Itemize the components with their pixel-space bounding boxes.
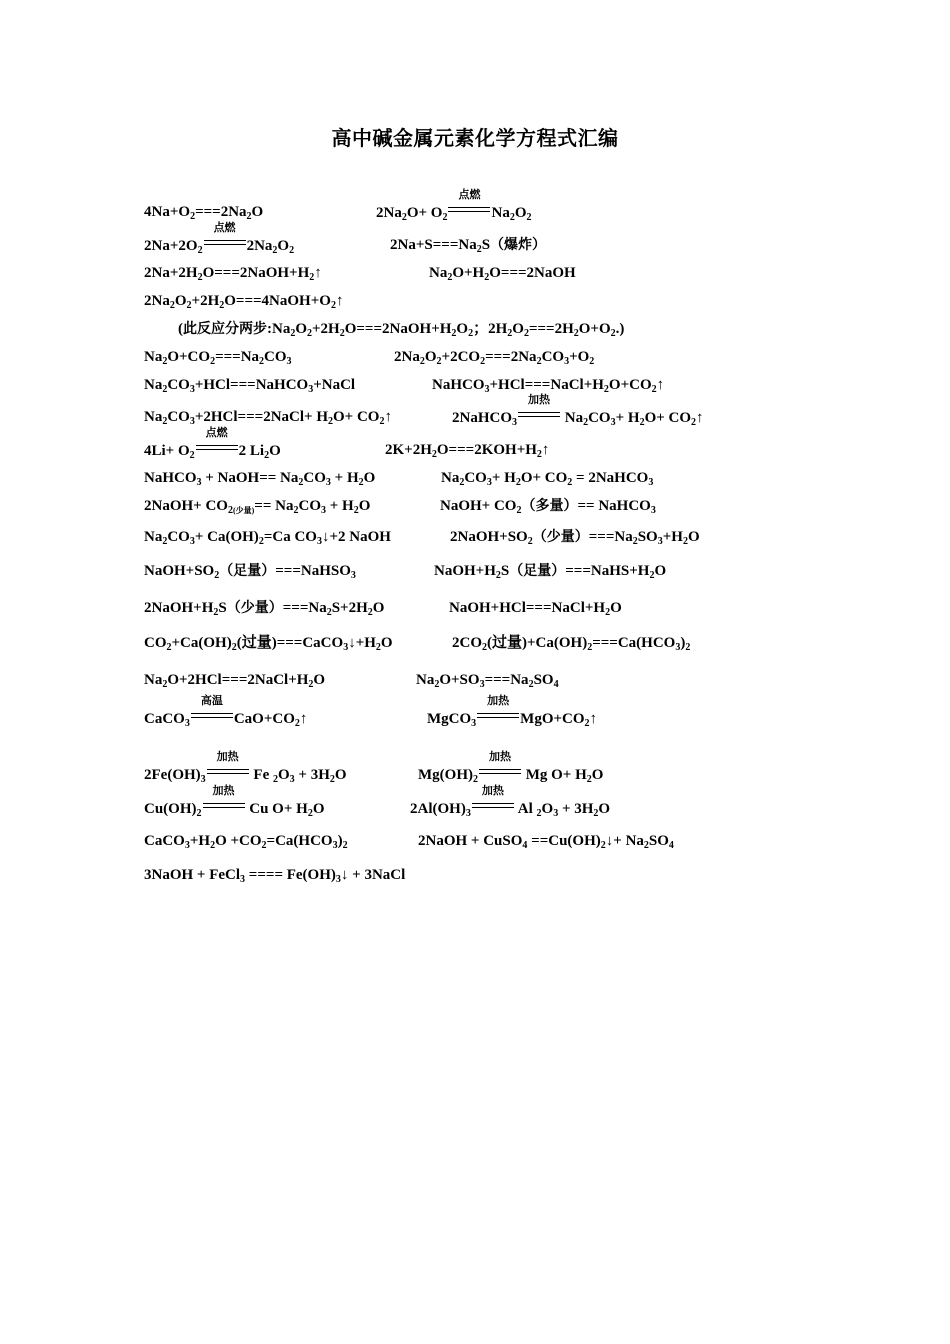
heat-condition: 加热	[479, 765, 521, 779]
heat-condition: 加热	[472, 799, 514, 813]
high-temp-condition: 高温	[191, 709, 233, 723]
equation-na2o-ignite: $2Na_2O+ O_2$ 点燃 $Na_2O_2$	[376, 188, 532, 223]
equation-mgco3-heat: MgCO$_3$ 加热 $MgO+CO_2↑$	[427, 694, 598, 729]
equation-naoh-fecl3: 3NaOH + FeCl$_3$ ==== $Fe(OH)_3↓$ + 3NaCl	[144, 867, 406, 885]
heat-condition: 加热	[518, 408, 560, 422]
equation-co2-caoh2-excess: $CO_2+Ca(OH)_2$(过量)$===CaCO_3↓+H_2O$	[144, 635, 393, 653]
equation-naoh-so2-enough: $NaOH+SO_2$（足量）===NaHSO$_3$	[144, 563, 356, 581]
equation-na2co3-hcl: $Na_2CO_3+HCl===NaHCO_3+NaCl$	[144, 377, 356, 395]
equation-na-ignite: $2Na+2O_2$ 点燃 $2Na_2O_2$	[144, 221, 295, 256]
equation-na2o-co2: $Na_2O+CO_2===Na_2CO_3$	[144, 349, 292, 367]
equation-na2o2-co2: $2Na_2O_2+2CO_2===2Na_2CO_3+O_2$	[394, 349, 595, 367]
equation-na-o2: $4Na+O_2===2Na_2O$	[144, 204, 264, 222]
equation-2co2-caoh2: $2CO_2$(过量)$+Ca(OH)_2===Ca(HCO_3)_2$	[452, 635, 691, 653]
equation-naoh-hcl: $NaOH+HCl===NaCl+H_2O$	[449, 600, 622, 618]
equation-li-ignite: $4Li+ O_2$ 点燃 2 $Li_2O$	[144, 426, 281, 461]
equation-k-h2o: $2K+2H_2O===2KOH+H_2↑$	[385, 442, 550, 460]
equation-naoh-co2-little: 2NaOH+ $CO_{2(少量)}== Na_2CO_3 + H_2O$	[144, 498, 371, 516]
heat-condition: 加热	[203, 799, 245, 813]
equation-nahco3-naoh: NaHCO$_3$ + NaOH== $Na_2CO_3 + H_2O$	[144, 470, 376, 488]
equation-na2o-hcl: $Na_2O+2HCl===2NaCl+H_2O$	[144, 672, 326, 690]
equation-na2co3-2hcl: $Na_2CO_3+2HCl===2NaCl+ H_2O+$ $CO_2↑$	[144, 409, 392, 427]
equation-caco3-high-temp: CaCO$_3$ 高温 $CaO+CO_2↑$	[144, 694, 308, 729]
equation-na2o-so3: $Na_2O+SO_3===Na_2SO_4$	[416, 672, 559, 690]
heat-condition: 加热	[477, 709, 519, 723]
equation-naoh-h2s-enough: $NaOH+H_2S$（足量）$===NaHS+H_2O$	[434, 563, 667, 581]
heat-condition: 加热	[207, 765, 249, 779]
equation-naoh-h2s-little: $2NaOH+H_2S$（少量）$===Na_2S+2H_2O$	[144, 600, 385, 618]
equation-na-h2o: $2Na+2H_2O===2NaOH+H_2↑$	[144, 265, 322, 283]
equation-na-s: $2Na+S===Na_2S$（爆炸）	[390, 237, 547, 255]
equation-na2co3-co2: $Na_2CO_3+ H_2O+ CO_2$ = 2NaHCO$_3$	[441, 470, 654, 488]
equation-mgoh2-heat: $Mg(OH)_2$ 加热 Mg $O+ H_2O$	[418, 750, 604, 785]
equation-na2co3-caoh2: $Na_2CO_3+ Ca(OH)_2=Ca$ $CO_3↓+2$ NaOH	[144, 529, 391, 547]
equation-cuoh2-heat: $Cu(OH)_2$ 加热 Cu $O+ H_2O$	[144, 784, 325, 819]
equation-nahco3-heat: 2NaHCO$_3$ 加热 $Na_2CO_3+ H_2O+$ $CO_2↑$	[452, 393, 704, 428]
equation-nahco3-hcl: $NaHCO_3+HCl===NaCl+H_2O+CO_2↑$	[432, 377, 665, 395]
equation-two-step-note: (此反应分两步$:Na_2O_2+2H_2O===2NaOH+H_2O_2$；$2H_2O_2===2H_2O+O_2$.)	[178, 321, 625, 339]
ignite-condition: 点燃	[204, 236, 246, 250]
equation-naoh-so2-little: $2NaOH+SO_2$（少量）$===Na_2SO_3+H_2O$	[450, 529, 700, 547]
page-title: 高中碱金属元素化学方程式汇编	[331, 126, 619, 150]
equation-naoh-cuso4: 2NaOH + CuSO$_4$ $==Cu(OH)_2↓+ Na_2SO_4$	[418, 833, 674, 851]
ignite-condition: 点燃	[448, 203, 490, 217]
equation-naoh-co2-much: NaOH+ $CO_2$（多量）== NaHCO$_3$	[440, 498, 656, 516]
ignite-condition: 点燃	[196, 441, 238, 455]
equation-na2o-h2o: $Na_2O+H_2O===2NaOH$	[429, 265, 576, 283]
equation-aloh3-heat: $2Al(OH)_3$ 加热 Al $_2O_3 + 3H_2O$	[410, 784, 611, 819]
equation-na2o2-h2o: $2Na_2O_2+2H_2O===4NaOH+O_2↑$	[144, 293, 344, 311]
equation-caco3-h2o-co2: $CaCO_3+H_2O +CO_2=Ca(HCO_3)_2$	[144, 833, 348, 851]
equation-feoh3-heat: $2Fe(OH)_3$ 加热 Fe $_2O_3 + 3H_2O$	[144, 750, 347, 785]
